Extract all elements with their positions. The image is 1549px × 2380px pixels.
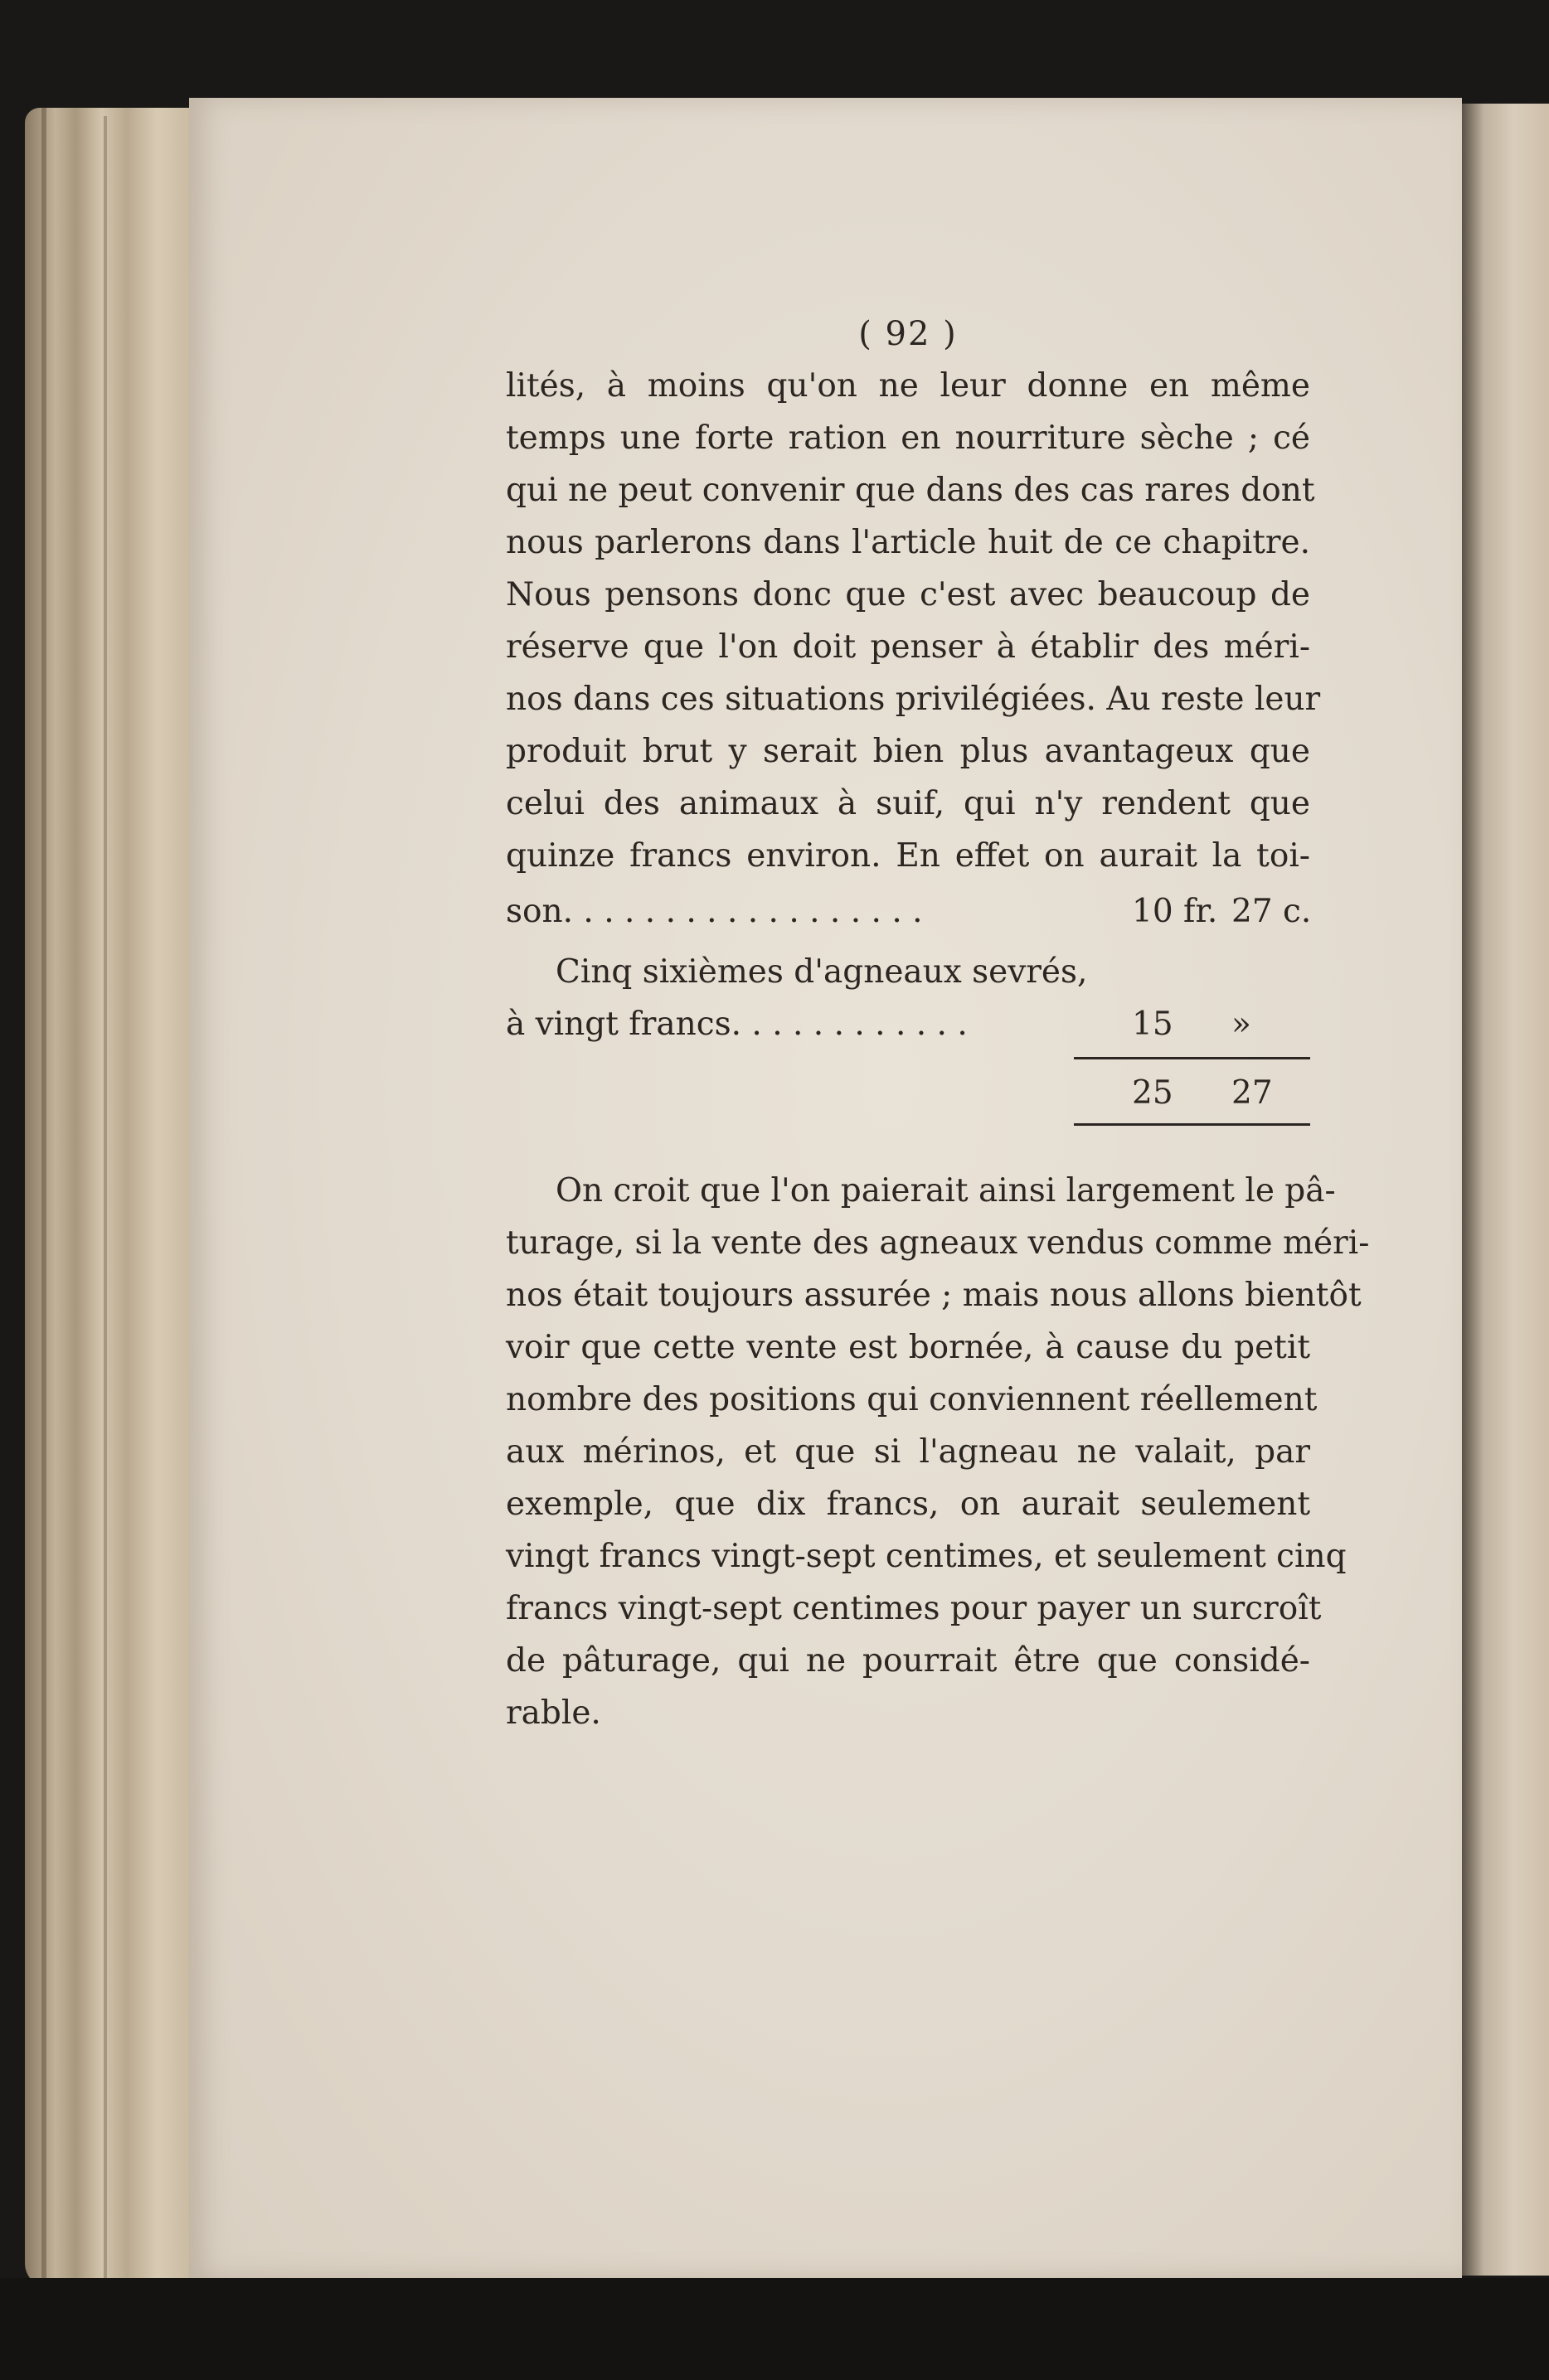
text-line: nos était toujours assurée ; mais nous allons bientôt	[506, 1277, 1362, 1314]
text-line: On croit que l'on paierait ainsi largement le pâ-	[556, 1172, 1336, 1209]
text-line: aux mérinos, et que si l'agneau ne valait, par	[506, 1433, 1310, 1471]
sum-rule-bottom	[1074, 1123, 1310, 1126]
page-number: ( 92 )	[858, 315, 958, 353]
text-line: francs vingt-sept centimes pour payer un surcroît	[506, 1590, 1322, 1627]
sum-rule-top	[1074, 1057, 1310, 1059]
page-edges-right	[1462, 104, 1549, 2276]
text-line: nos dans ces situations privilégiées. Au reste leur	[506, 681, 1321, 718]
text-line: temps une forte ration en nourriture sèche ; cé	[506, 419, 1310, 457]
text-line: vingt francs vingt-sept centimes, et seulement cinq	[506, 1538, 1347, 1575]
text-line: rable.	[506, 1694, 601, 1732]
page-edges-left	[25, 108, 195, 2288]
total-francs: 25	[1132, 1074, 1173, 1112]
table-row	[506, 998, 1310, 1050]
table-row	[506, 885, 1310, 938]
text-line: celui des animaux à suif, qui n'y rendent que	[506, 785, 1310, 822]
text-line: Nous pensons donc que c'est avec beaucoup de	[506, 576, 1310, 613]
text-line: réserve que l'on doit penser à établir des méri-	[506, 628, 1310, 666]
text-line: quinze francs environ. En effet on aurait la toi-	[506, 837, 1310, 875]
text-line: turage, si la vente des agneaux vendus comme méri-	[506, 1224, 1370, 1262]
table-row	[506, 946, 1310, 998]
page-content	[506, 315, 1370, 1739]
paragraph-2	[506, 1165, 1370, 1739]
paragraph-1	[506, 360, 1321, 882]
row-label: à vingt francs. . . . . . . . . . . .	[506, 1006, 968, 1043]
row-label: son. . . . . . . . . . . . . . . . . .	[506, 893, 923, 930]
amount-centimes: 27 c.	[1231, 893, 1312, 930]
amount-centimes: »	[1231, 1006, 1251, 1043]
text-line: voir que cette vente est bornée, à cause du petit	[506, 1329, 1310, 1366]
table-total-row	[506, 1050, 1310, 1125]
text-line: nombre des positions qui conviennent réellement	[506, 1381, 1318, 1418]
text-line: nous parlerons dans l'article huit de ce chapitre.	[506, 524, 1310, 561]
text-line: lités, à moins qu'on ne leur donne en même	[506, 367, 1310, 405]
text-line: produit brut y serait bien plus avantageux que	[506, 733, 1310, 770]
revenue-table	[506, 885, 1310, 1125]
amount-francs: 15	[1132, 1006, 1173, 1043]
bottom-shadow	[0, 2278, 1549, 2380]
text-line: de pâturage, qui ne pourrait être que considé-	[506, 1642, 1310, 1680]
total-centimes: 27	[1231, 1074, 1273, 1112]
row-label: Cinq sixièmes d'agneaux sevrés,	[556, 953, 1088, 991]
text-line: qui ne peut convenir que dans des cas rares dont	[506, 472, 1315, 509]
amount-francs: 10 fr.	[1132, 893, 1218, 930]
text-line: exemple, que dix francs, on aurait seulement	[506, 1486, 1310, 1523]
